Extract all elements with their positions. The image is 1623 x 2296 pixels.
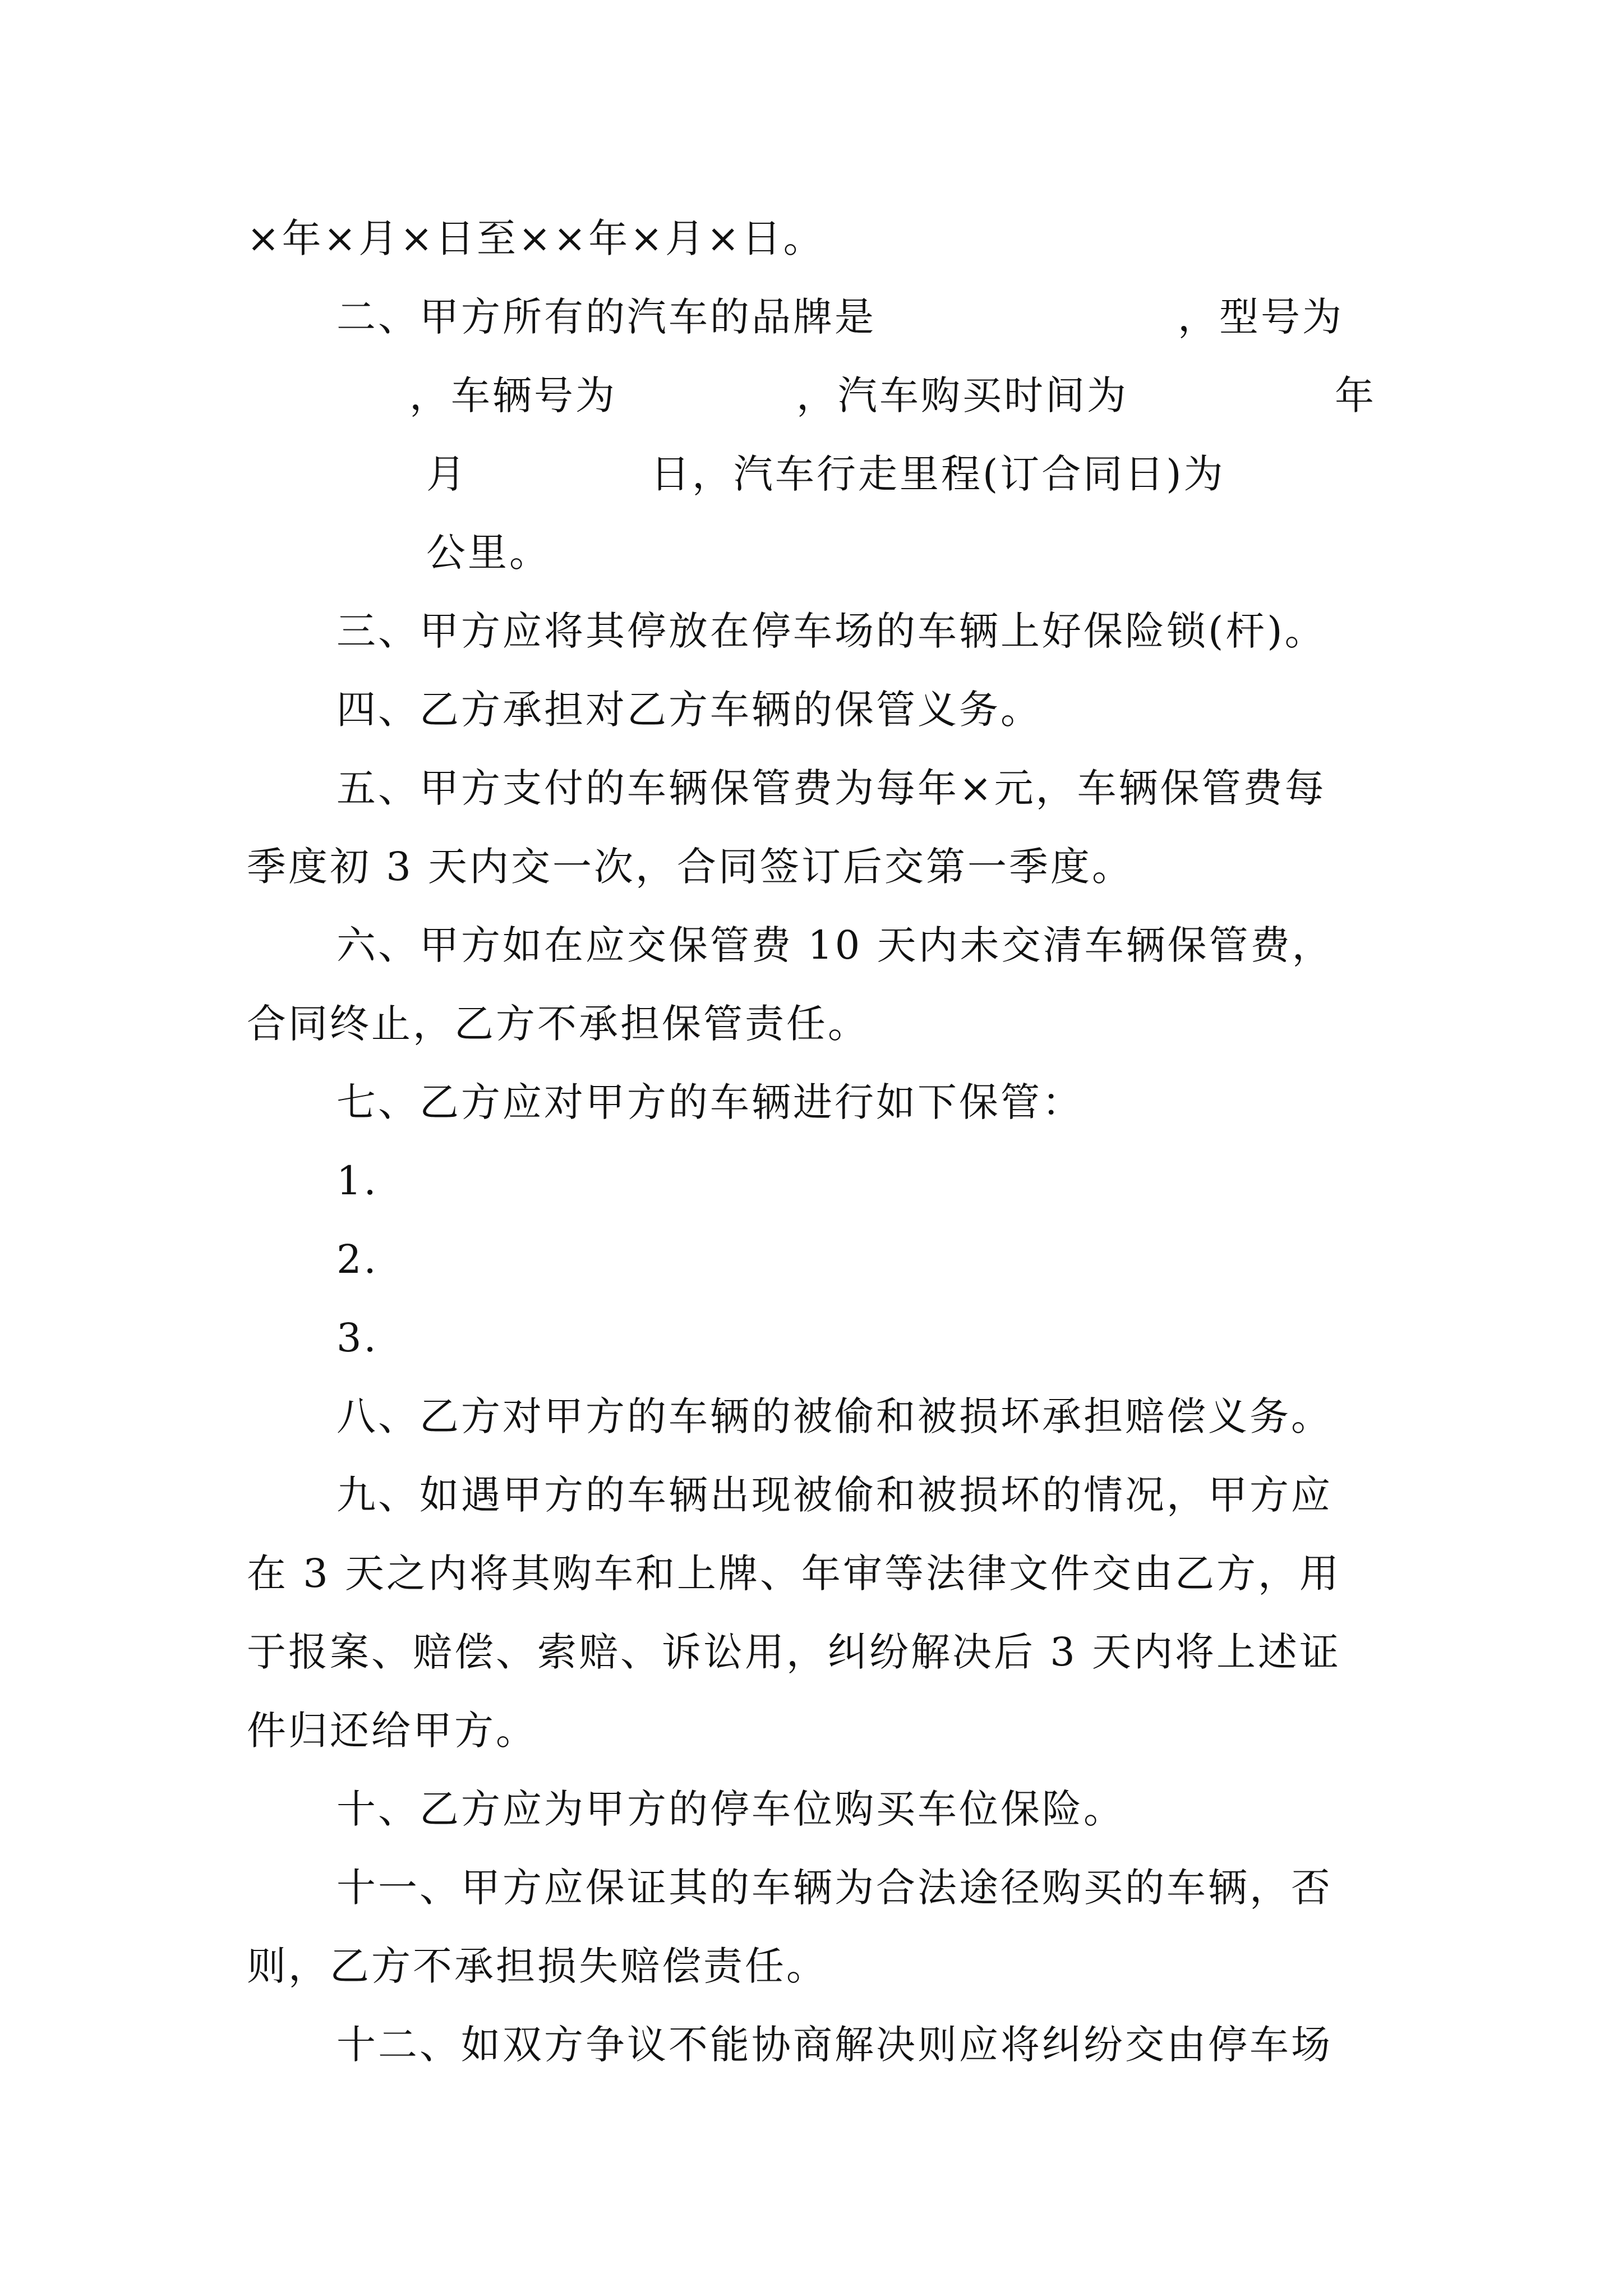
text-line: 十二、如双方争议不能协商解决则应将纠纷交由停车场 — [336, 2022, 1332, 2068]
text-line: 九、如遇甲方的车辆出现被偷和被损坏的情况，甲方应 — [336, 1472, 1332, 1518]
text-line: 月 — [426, 451, 468, 497]
list-item: 3. — [336, 1315, 379, 1361]
text-line: 年 — [1335, 372, 1376, 418]
text-line: 七、乙方应对甲方的车辆进行如下保管： — [336, 1079, 1083, 1125]
text-line: 在 3 天之内将其购车和上牌、年审等法律文件交由乙方，用 — [247, 1550, 1341, 1596]
text-line: ，车辆号为 — [409, 372, 617, 418]
text-line: 八、乙方对甲方的车辆的被偷和被损坏承担赔偿义务。 — [336, 1393, 1332, 1439]
text-line: 四、乙方承担对乙方车辆的保管义务。 — [336, 687, 1042, 733]
text-line: ×年×月×日至××年×月×日。 — [247, 215, 825, 261]
text-line: 五、甲方支付的车辆保管费为每年×元，车辆保管费每 — [336, 765, 1326, 811]
text-line: 季度初 3 天内交一次，合同签订后交第一季度。 — [247, 844, 1134, 890]
text-line: 日，汽车行走里程(订合同日)为 — [651, 451, 1225, 497]
text-line: 十、乙方应为甲方的停车位购买车位保险。 — [336, 1786, 1125, 1832]
text-line: 公里。 — [426, 530, 551, 576]
text-line: 合同终止，乙方不承担保管责任。 — [247, 1001, 869, 1047]
text-line: 件归还给甲方。 — [247, 1708, 537, 1754]
text-line: 三、甲方应将其停放在停车场的车辆上好保险锁(杆)。 — [336, 608, 1326, 654]
list-item: 2. — [336, 1236, 379, 1282]
text-line: ，汽车购买时间为 — [796, 372, 1128, 418]
text-line: 二、甲方所有的汽车的品牌是 — [336, 294, 876, 340]
text-line: 十一、甲方应保证其的车辆为合法途径购买的车辆，否 — [336, 1865, 1332, 1911]
text-line: ，型号为 — [1178, 294, 1344, 340]
text-line: 则，乙方不承担损失赔偿责任。 — [247, 1943, 828, 1989]
list-item: 1. — [336, 1158, 379, 1204]
text-line: 于报案、赔偿、索赔、诉讼用，纠纷解决后 3 天内将上述证 — [247, 1629, 1341, 1675]
text-line: 六、甲方如在应交保管费 10 天内未交清车辆保管费， — [336, 922, 1334, 968]
